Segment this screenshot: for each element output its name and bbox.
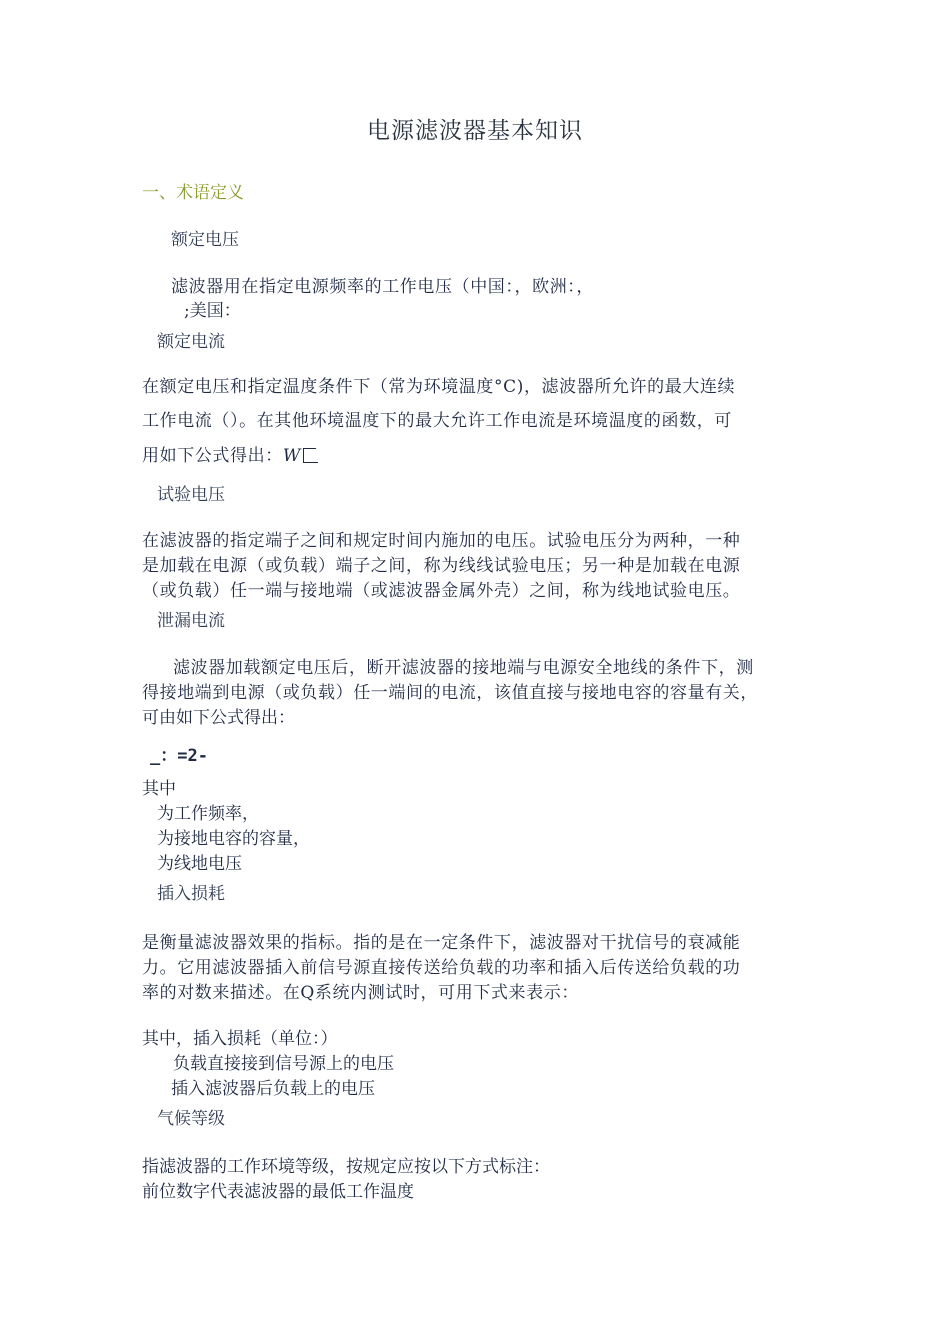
leakage-item-voltage: 为线地电压 [157, 854, 242, 874]
heading-climate-class: 气候等级 [157, 1109, 225, 1129]
section-heading-terms: 一、术语定义 [142, 183, 244, 203]
leakage-where-label: 其中 [142, 779, 176, 799]
rated-current-line-2: 工作电流（）。在其他环境温度下的最大允许工作电流是环境温度的函数，可 [142, 411, 732, 431]
insertion-loss-item-filtered: 插入滤波器后负载上的电压 [171, 1079, 375, 1099]
climate-class-line-1: 指滤波器的工作环境等级，按规定应按以下方式标注： [142, 1157, 550, 1177]
heading-test-voltage: 试验电压 [157, 485, 225, 505]
insertion-loss-line-3: 率的对数来描述。在Q系统内测试时，可用下式来表示： [142, 983, 579, 1003]
rated-current-line-3 [142, 445, 318, 467]
heading-insertion-loss: 插入损耗 [157, 884, 225, 904]
heading-rated-voltage: 额定电压 [171, 230, 239, 250]
test-voltage-line-1: 在滤波器的指定端子之间和规定时间内施加的电压。试验电压分为两种，一种 [142, 531, 741, 551]
leakage-item-capacitance: 为接地电容的容量， [157, 829, 310, 849]
formula-symbol: W [282, 446, 301, 466]
rated-current-line-1: 在额定电压和指定温度条件下（常为环境温度°C)，滤波器所允许的最大连续 [142, 377, 736, 397]
document-title: 电源滤波器基本知识 [367, 118, 583, 144]
leakage-current-line-3: 可由如下公式得出： [142, 708, 295, 728]
insertion-loss-line-2: 力。它用滤波器插入前信号源直接传送给负载的功率和插入后传送给负载的功 [142, 958, 741, 978]
climate-class-line-2: 前位数字代表滤波器的最低工作温度 [142, 1182, 414, 1202]
leakage-item-frequency: 为工作频率， [157, 804, 259, 824]
insertion-loss-where-label: 其中，插入损耗（单位：） [142, 1029, 338, 1049]
insertion-loss-line-1: 是衡量滤波器效果的指标。指的是在一定条件下，滤波器对干扰信号的衰减能 [142, 933, 741, 953]
test-voltage-line-3: （或负载）任一端与接地端（或滤波器金属外壳）之间，称为线地试验电压。 [142, 581, 741, 601]
rated-voltage-line-1: 滤波器用在指定电源频率的工作电压（中国：，欧洲：， [171, 277, 594, 297]
heading-leakage-current: 泄漏电流 [157, 611, 225, 631]
test-voltage-line-2: 是加载在电源（或负载）端子之间，称为线线试验电压；另一种是加载在电源 [142, 556, 741, 576]
rated-voltage-line-2: ;美国： [184, 301, 241, 321]
leakage-current-line-2: 得接地端到电源（或负载）任一端间的电流，该值直接与接地电容的容量有关， [142, 683, 758, 703]
leakage-formula: _：=2- [150, 746, 208, 766]
formula-bracket-icon [303, 448, 318, 463]
heading-rated-current: 额定电流 [157, 332, 225, 352]
insertion-loss-item-direct: 负载直接接到信号源上的电压 [173, 1054, 394, 1074]
rated-current-line-3-text: 用如下公式得出： [142, 446, 283, 466]
leakage-current-line-1: 滤波器加载额定电压后，断开滤波器的接地端与电源安全地线的条件下，测 [173, 658, 754, 678]
